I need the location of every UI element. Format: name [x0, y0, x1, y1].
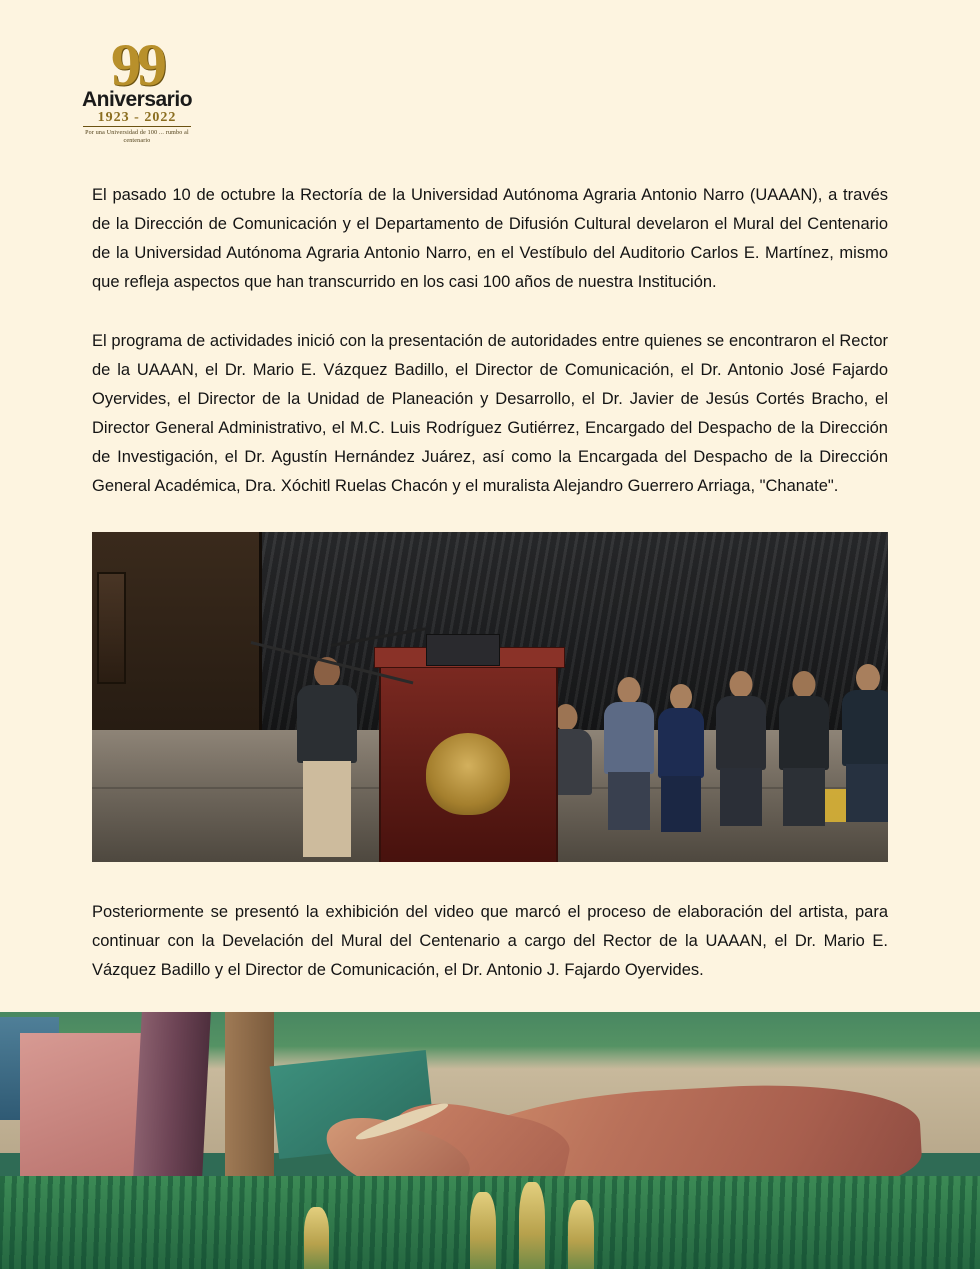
mural-wheat-stalk	[304, 1207, 329, 1269]
logo-divider	[83, 126, 191, 127]
photo-door	[97, 572, 126, 684]
photo-person	[283, 657, 371, 862]
logo-years: 1923 - 2022	[97, 110, 177, 125]
logo-aniversario-text: Aniversario	[81, 88, 193, 111]
photo-person	[832, 664, 888, 862]
body-paragraph-3: Posteriormente se presentó la exhibición del video que marcó el proceso de elaboración del artista, para continuar con la Develación del Mural del Centenario a cargo del Rector de la UAAAN, el Dr. Mario E. Vázquez Badillo y el Director de Comunicación, el Dr. Antonio J. Fajardo Oyervides.	[92, 902, 888, 979]
logo-tagline: Por una Universidad de 100 ... rumbo al centenario	[85, 130, 189, 144]
photo-person-body	[716, 696, 766, 770]
body-paragraph-1: El pasado 10 de octubre la Rectoría de la Universidad Autónoma Agraria Antonio Narro (UAAAN), a través de la Dirección de Comunicación y el Departamento de Difusión Cultural develaron el Mural del Centenario de la Universidad Autónoma Agraria Antonio Narro, en el Vestíbulo del Auditorio Carlos E. Martínez, mismo que refleja aspectos que han transcurrido en los casi 100 años de nuestra Institución.	[92, 185, 888, 291]
uaaan-seal	[426, 733, 510, 815]
mural-wheat-stalk	[568, 1200, 593, 1269]
body-paragraph-2: El programa de actividades inició con la presentación de autoridades entre quienes se encontraron el Rector de la UAAAN, el Dr. Mario E. Vázquez Badillo, el Director de Comunicación, el Dr. Antonio José Fajardo Oyervides, el Director de la Unidad de Planeación y Desarrollo, el Dr. Javier de Jesús Cortés Bracho, el Director General Administrativo, el M.C. Luis Rodríguez Gutiérrez, Encargado del Despacho de la Dirección de Investigación, el Dr. Agustín Hernández Juárez, así como la Encargada del Despacho de la Dirección General Académica, Dra. Xóchitl Ruelas Chacón y el muralista Alejandro Guerrero Arriaga, "Chanate".	[92, 331, 888, 495]
mural-wheat-stalk	[470, 1192, 495, 1269]
photo-person-legs	[846, 764, 888, 822]
photo-person	[769, 671, 841, 862]
photo-person	[705, 671, 777, 862]
photo-podium	[379, 657, 558, 862]
photo-person-legs	[720, 768, 762, 826]
photo-laptop	[426, 634, 500, 666]
photo-person-legs	[661, 776, 701, 832]
photo-person	[649, 684, 713, 862]
photo-person-head	[618, 677, 641, 704]
logo-number: 99	[111, 32, 163, 98]
photo-person-legs	[608, 772, 650, 830]
photo-person-legs	[783, 768, 825, 826]
mural-wheat-stalk	[519, 1182, 544, 1269]
photo-person-body	[779, 696, 829, 770]
mural-pink-shape	[20, 1033, 147, 1182]
photo-person-legs	[303, 761, 351, 857]
mural-tree-trunk	[132, 1012, 210, 1197]
ceremony-photo	[92, 532, 888, 862]
photo-person-head	[793, 671, 816, 698]
photo-person-head	[670, 684, 692, 710]
anniversary-logo	[72, 32, 202, 146]
photo-wall-panel	[92, 532, 262, 756]
mural-photo	[0, 1012, 980, 1269]
photo-person-head	[856, 664, 880, 692]
mural-tree-trunk-secondary	[225, 1012, 274, 1176]
photo-person-body	[297, 685, 357, 763]
photo-person-body	[658, 708, 704, 778]
photo-person-body	[842, 690, 888, 766]
photo-person-body	[604, 702, 654, 774]
photo-person-head	[729, 671, 752, 698]
